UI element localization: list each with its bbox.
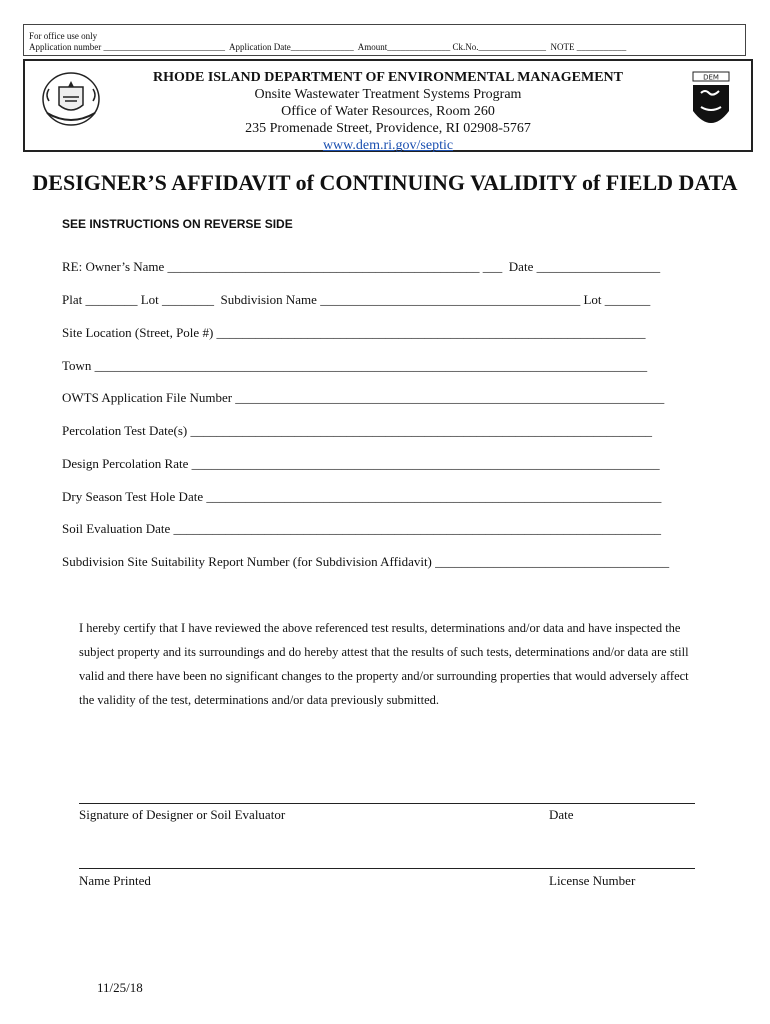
dem-logo-icon bbox=[689, 71, 733, 133]
state-seal-icon bbox=[39, 67, 103, 131]
name-printed-line[interactable] bbox=[79, 868, 695, 869]
owner-name-date-field[interactable]: RE: Owner’s Name ________________________________________________ ___ Date ___________________ bbox=[62, 259, 661, 274]
street-address: 235 Promenade Street, Providence, RI 02908-5767 bbox=[245, 121, 531, 136]
office-use-label: For office use only bbox=[29, 31, 98, 41]
office-use-fields[interactable]: Application number ___________________________ Application Date______________ Amount______________ Ck.No._______________ NOTE ___________ bbox=[29, 42, 627, 52]
design-percolation-rate-field[interactable]: Design Percolation Rate ________________________________________________________________________ bbox=[62, 456, 660, 471]
signature-line[interactable] bbox=[79, 803, 695, 804]
owts-file-number-field[interactable]: OWTS Application File Number __________________________________________________________________ bbox=[62, 390, 665, 405]
plat-lot-subdivision-field[interactable]: Plat ________ Lot ________ Subdivision Name ________________________________________ Lot _______ bbox=[62, 292, 651, 307]
office-name: Office of Water Resources, Room 260 bbox=[281, 104, 495, 119]
subdivision-report-number-field[interactable]: Subdivision Site Suitability Report Number (for Subdivision Affidavit) ____________________________________ bbox=[62, 554, 670, 569]
form-title: DESIGNER’S AFFIDAVIT of CONTINUING VALIDITY of FIELD DATA bbox=[32, 170, 738, 195]
percolation-test-dates-field[interactable]: Percolation Test Date(s) _______________________________________________________________________ bbox=[62, 423, 652, 438]
revision-date: 11/25/18 bbox=[97, 980, 143, 995]
instructions-note: SEE INSTRUCTIONS ON REVERSE SIDE bbox=[62, 217, 293, 231]
agency-name: RHODE ISLAND DEPARTMENT OF ENVIRONMENTAL MANAGEMENT bbox=[153, 70, 623, 85]
license-number-label: License Number bbox=[549, 873, 636, 888]
office-use-box bbox=[23, 24, 746, 56]
agency-address-block bbox=[145, 69, 631, 154]
certification-statement: I hereby certify that I have reviewed the above referenced test results, determinations and/or data and have inspected the subject property and its surroundings and do hereby attest that the results of such tests, determinations and/or data are still valid and there have been no significant changes to the property and/or surrounding properties that would adversely affect the validity of the test, determinations and/or data previously submitted. bbox=[79, 621, 689, 707]
date-label: Date bbox=[549, 807, 574, 822]
dry-season-test-hole-date-field[interactable]: Dry Season Test Hole Date ______________________________________________________________________ bbox=[62, 489, 662, 504]
soil-evaluation-date-field[interactable]: Soil Evaluation Date ___________________________________________________________________________ bbox=[62, 521, 662, 536]
dem-logo-text: DEM bbox=[703, 73, 719, 82]
signature-label: Signature of Designer or Soil Evaluator bbox=[79, 807, 286, 822]
name-printed-label: Name Printed bbox=[79, 873, 151, 888]
agency-header bbox=[23, 59, 753, 152]
website-link[interactable]: www.dem.ri.gov/septic bbox=[322, 138, 454, 153]
town-field[interactable]: Town _____________________________________________________________________________________ bbox=[62, 358, 648, 373]
site-location-field[interactable]: Site Location (Street, Pole #) __________________________________________________________________ bbox=[62, 325, 646, 340]
program-name: Onsite Wastewater Treatment Systems Program bbox=[254, 87, 522, 102]
